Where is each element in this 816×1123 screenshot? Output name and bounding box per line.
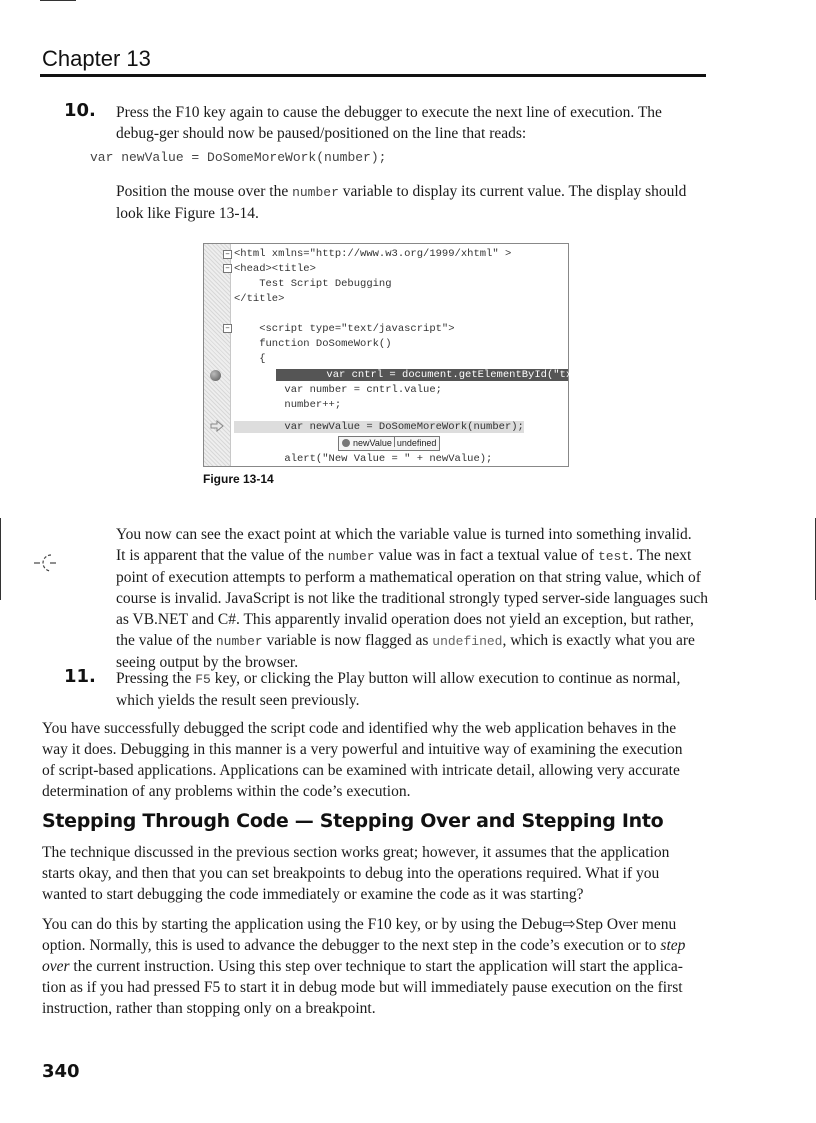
note-icon	[32, 552, 58, 574]
page-number: 340	[42, 1061, 80, 1082]
step-number-11: 11.	[64, 666, 96, 687]
datatip-name: newValue	[353, 438, 392, 448]
figure-caption: Figure 13-14	[203, 472, 274, 486]
step-11-text: Pressing the F5 key, or clicking the Play button will allow execution to continue as normal, which yields the result seen previously.	[116, 670, 681, 709]
code-line: <script type="text/javascript">	[234, 323, 455, 335]
code-line: Test Script Debugging	[234, 278, 392, 290]
execution-arrow-icon	[210, 420, 224, 432]
section-paragraph-1: The technique discussed in the previous section works great; however, it assumes that the application starts okay, and then that you can set breakpoints to debug into the operations required. What if you wanted to start debugging the code immediately or examine the code as it was starting?	[42, 844, 670, 903]
current-code-line: var newValue = DoSomeMoreWork(number);	[234, 421, 524, 433]
fold-toggle-icon: −	[223, 264, 232, 273]
breakpoint-margin	[204, 244, 230, 466]
code-line: function DoSomeWork()	[234, 338, 392, 350]
variable-icon	[342, 439, 350, 447]
fold-toggle-icon: −	[223, 324, 232, 333]
explanation-paragraph: You now can see the exact point at which the variable value is turned into something invalid. It is apparent that the value of the number value was in fact a textual value of test. The next point of execution attempts to perform a mathematical operation on that string value, which of course is invalid. JavaScript is not like the traditional strongly typed server-side languages such as VB.NET and C#. This apparently invalid operation does not yield an exception, but rather, the value of the number variable is now flagged as undefined, which is exactly what you are seeing output by the browser.	[116, 526, 708, 671]
debugger-screenshot	[203, 243, 623, 467]
summary-paragraph: You have successfully debugged the script code and identified why the web application behaves in the way it does. Debugging in this manner is a very powerful and intuitive way of examining the execution of script-based applications. Applications can be examined with intricate detail, allowing very accurate determination of any problems within the code’s execution.	[42, 720, 683, 800]
step-10-follow-text: Position the mouse over the number variable to display its current value. The display should look like Figure 13-14.	[116, 183, 687, 222]
inline-code-number: number	[292, 185, 339, 200]
top-rule	[40, 0, 76, 1]
datatip-value: undefined	[396, 438, 437, 448]
code-line: <head><title>	[234, 263, 316, 275]
outline-line	[230, 244, 231, 466]
code-line: </title>	[234, 293, 285, 305]
margin-bar	[0, 518, 1, 600]
section-heading: Stepping Through Code — Stepping Over and Stepping Into	[42, 810, 664, 832]
chapter-rule	[40, 74, 706, 77]
code-line: alert("New Value = " + newValue);	[234, 453, 493, 465]
breakpoint-code-line: var cntrl = document.getElementById("txtInput")	[276, 369, 623, 381]
code-line: var number = cntrl.value;	[234, 384, 442, 396]
chapter-title: Chapter 13	[42, 46, 151, 71]
datatip	[338, 436, 440, 451]
step-10-code-line: var newValue = DoSomeMoreWork(number);	[90, 150, 387, 165]
fold-toggle-icon: −	[223, 250, 232, 259]
code-line: {	[234, 353, 266, 365]
section-paragraph-2: You can do this by starting the application using the F10 key, or by using the Debug⇨Step Over menu option. Normally, this is used to advance the debugger to the next step in the code’s execution or to step over the current instruction. Using this step over technique to start the application will start the applica- tion as if you had pressed F5 to start it in debug mode but will immediately pause execution on the first instruction, rather than stopping only on a breakpoint.	[42, 916, 686, 1017]
step-10-text: Press the F10 key again to cause the debugger to execute the next line of execution. The debug-ger should now be paused/positioned on the line that reads:	[116, 104, 662, 142]
step-number-10: 10.	[64, 100, 96, 121]
code-line: number++;	[234, 399, 342, 411]
code-line: <html xmlns="http://www.w3.org/1999/xhtml" >	[234, 248, 512, 260]
breakpoint-icon	[210, 370, 221, 381]
